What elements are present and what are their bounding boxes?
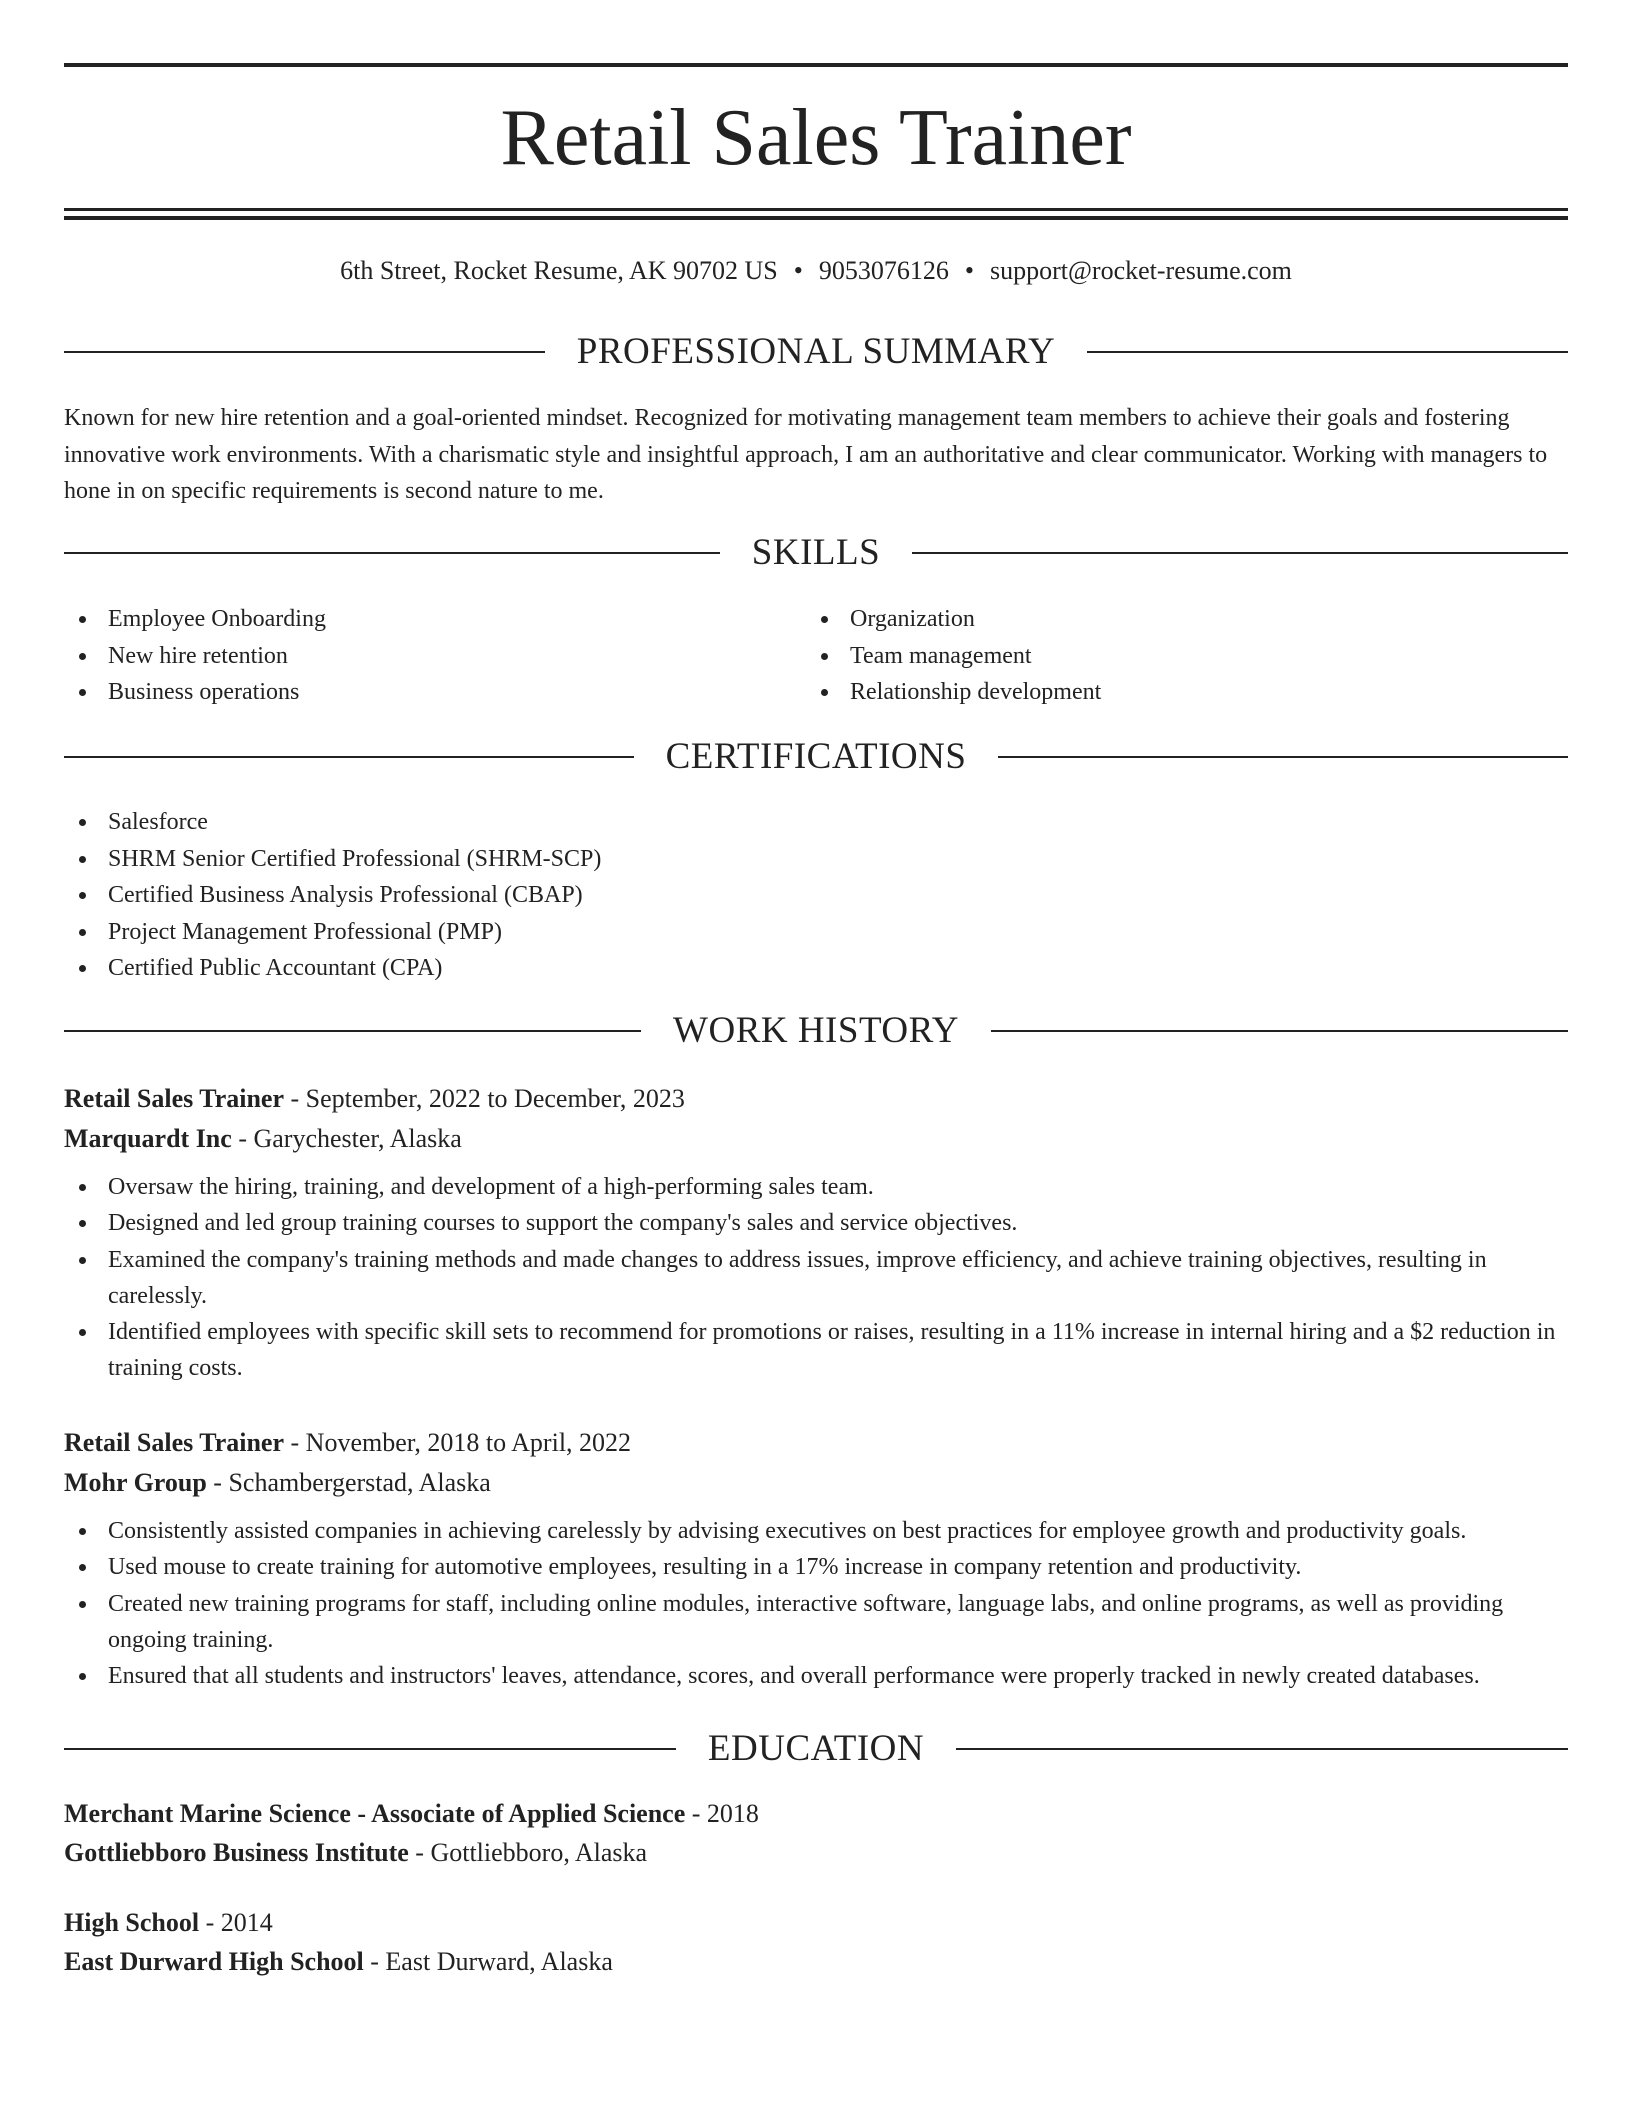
- work-history-heading-label: WORK HISTORY: [673, 1010, 959, 1051]
- heading-rule-left: [64, 552, 720, 554]
- contact-address: 6th Street, Rocket Resume, AK 90702 US: [340, 256, 778, 285]
- education-location: - Gottliebboro, Alaska: [408, 1837, 648, 1867]
- job-company-line: [64, 1463, 1568, 1503]
- job-company-line: [64, 1119, 1568, 1159]
- job-bullet: Consistently assisted companies in achieving carelessly by advising executives on best practices for employee growth and productivity goals.: [64, 1513, 1568, 1549]
- job-bullets: [64, 1513, 1568, 1694]
- education-school: East Durward High School: [64, 1946, 364, 1976]
- skills-heading: [64, 531, 1568, 575]
- summary-heading-label: PROFESSIONAL SUMMARY: [576, 331, 1056, 372]
- education-degree-line: [64, 1795, 1568, 1834]
- skill-item: Organization: [806, 601, 1101, 638]
- job-company: Marquardt Inc: [64, 1124, 232, 1153]
- education-degree: Merchant Marine Science - Associate of Applied Science: [64, 1799, 686, 1828]
- job-bullets: [64, 1169, 1568, 1387]
- job-title: Retail Sales Trainer: [64, 1084, 285, 1113]
- job-entry: [64, 1079, 1568, 1387]
- certification-item: SHRM Senior Certified Professional (SHRM-SCP): [64, 841, 601, 878]
- skills-list-right: [806, 601, 1101, 711]
- certification-item: Salesforce: [64, 804, 601, 841]
- certifications-list: [64, 804, 601, 987]
- job-title: Retail Sales Trainer: [64, 1428, 285, 1457]
- job-dates: - September, 2022 to December, 2023: [284, 1084, 685, 1113]
- certification-item: Project Management Professional (PMP): [64, 914, 601, 951]
- header-double-rule: [64, 208, 1568, 220]
- certification-item: Certified Business Analysis Professional (CBAP): [64, 877, 601, 914]
- job-location: - Garychester, Alaska: [231, 1124, 462, 1153]
- skills-heading-label: SKILLS: [751, 532, 881, 573]
- job-location: - Schambergerstad, Alaska: [206, 1468, 491, 1497]
- education-school: Gottliebboro Business Institute: [64, 1837, 409, 1867]
- education-school-line: [64, 1943, 1568, 1982]
- summary-text: Known for new hire retention and a goal-oriented mindset. Recognized for motivating management team members to achieve their goals and fostering innovative work environments. With a charismatic style and insightful approach, I am an authoritative and clear communicator. Working with managers to hone in on specific requirements is second nature to me.: [64, 405, 1548, 504]
- heading-rule-right: [956, 1748, 1568, 1750]
- job-title-line: [64, 1079, 1568, 1119]
- contact-line: [64, 254, 1568, 288]
- job-title-line: [64, 1423, 1568, 1463]
- contact-separator: •: [964, 256, 974, 285]
- education-school-line: [64, 1834, 1568, 1873]
- heading-rule-left: [64, 1030, 641, 1032]
- heading-rule-left: [64, 1748, 676, 1750]
- job-bullet: Oversaw the hiring, training, and development of a high-performing sales team.: [64, 1169, 1568, 1205]
- skill-item: Relationship development: [806, 674, 1101, 711]
- contact-separator: •: [793, 256, 803, 285]
- education-heading: [64, 1727, 1568, 1771]
- contact-phone: 9053076126: [818, 256, 949, 285]
- heading-rule-left: [64, 351, 545, 353]
- skills-list-left: [64, 601, 326, 711]
- education-year: - 2018: [685, 1799, 759, 1828]
- certifications-heading: [64, 735, 1568, 779]
- education-location: - East Durward, Alaska: [363, 1946, 613, 1976]
- education-entry: [64, 1904, 1568, 1981]
- heading-rule-right: [1087, 351, 1568, 353]
- job-bullet: Ensured that all students and instructors' leaves, attendance, scores, and overall performance were properly tracked in newly created databases.: [64, 1658, 1568, 1694]
- certification-item: Certified Public Accountant (CPA): [64, 950, 601, 987]
- header-top-rule: [64, 63, 1568, 67]
- job-dates: - November, 2018 to April, 2022: [284, 1428, 632, 1457]
- job-bullet: Created new training programs for staff, including online modules, interactive software, language labs, and online programs, as well as providing ongoing training.: [64, 1586, 1568, 1659]
- summary-heading: [64, 330, 1568, 374]
- certifications-heading-label: CERTIFICATIONS: [665, 736, 967, 777]
- heading-rule-right: [912, 552, 1568, 554]
- skill-item: New hire retention: [64, 638, 326, 675]
- resume-title: Retail Sales Trainer: [500, 94, 1132, 182]
- education-degree-line: [64, 1904, 1568, 1943]
- job-entry: [64, 1423, 1568, 1694]
- skill-item: Business operations: [64, 674, 326, 711]
- job-bullet: Examined the company's training methods and made changes to address issues, improve efficiency, and achieve training objectives, resulting in carelessly.: [64, 1242, 1568, 1315]
- job-bullet: Used mouse to create training for automotive employees, resulting in a 17% increase in company retention and productivity.: [64, 1549, 1568, 1585]
- skill-item: Team management: [806, 638, 1101, 675]
- contact-email[interactable]: support@rocket-resume.com: [989, 256, 1292, 285]
- heading-rule-left: [64, 756, 634, 758]
- education-year: - 2014: [199, 1908, 273, 1937]
- job-company: Mohr Group: [64, 1468, 207, 1497]
- education-entry: [64, 1795, 1568, 1872]
- job-bullet: Identified employees with specific skill sets to recommend for promotions or raises, resulting in a 11% increase in internal hiring and a $2 reduction in training costs.: [64, 1314, 1568, 1387]
- work-history-heading: [64, 1009, 1568, 1053]
- education-degree: High School: [64, 1908, 200, 1937]
- education-heading-label: EDUCATION: [707, 1728, 925, 1769]
- skill-item: Employee Onboarding: [64, 601, 326, 638]
- heading-rule-right: [991, 1030, 1568, 1032]
- job-bullet: Designed and led group training courses to support the company's sales and service objectives.: [64, 1205, 1568, 1241]
- heading-rule-right: [998, 756, 1568, 758]
